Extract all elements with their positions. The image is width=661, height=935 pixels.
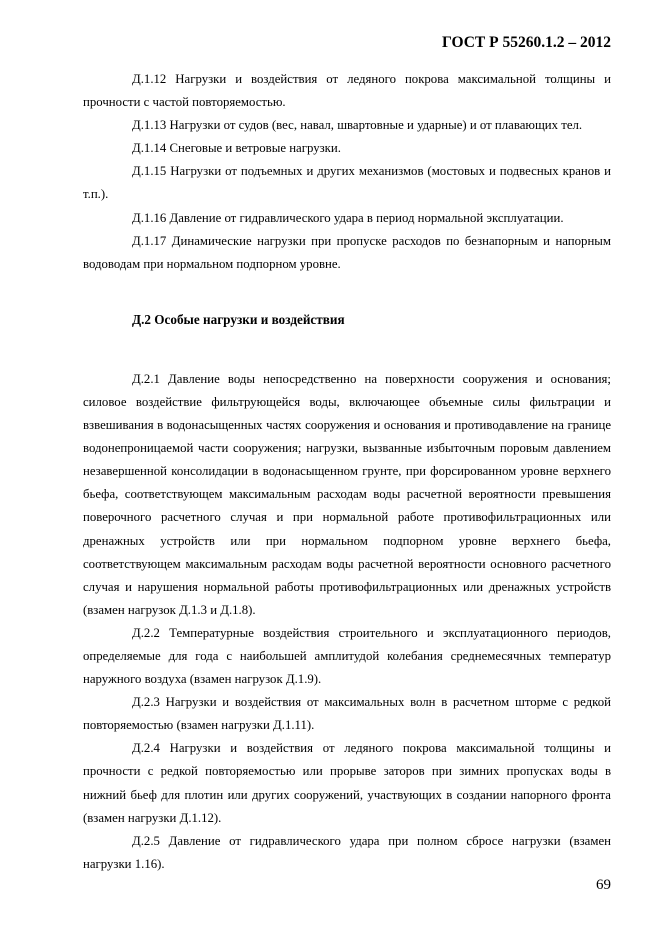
clause-d-1-12: Д.1.12 Нагрузки и воздействия от ледяного покрова максимальной толщины и прочности с частой повторяемостью. xyxy=(83,72,611,110)
document-body xyxy=(83,68,611,876)
clause-d-2-4: Д.2.4 Нагрузки и воздействия от ледяного покрова максимальной толщины и прочности с редкой повторяемостью или прорыве заторов при зимних пропусках воды в нижний бьеф для плотин или других сооружений, участвующих в создании напорного фронта (взамен нагрузки Д.1.12). xyxy=(83,741,611,825)
clause-d-2-1: Д.2.1 Давление воды непосредственно на поверхности сооружения и основания; силовое воздействие фильтрующейся воды, включающее объемные силы фильтрации и взвешивания в водонасыщенных частях сооружения и основания и противодавление на границе водонепроницаемой части сооружения; нагрузки, вызванные избыточным поровым давлением незавершенной консолидации в водонасыщенном грунте, при форсированном уровне верхнего бьефа, соответствующем максимальным расходам воды расчетной вероятности превышения поверочного расчетного случая и при нормальной работе противофильтрационных или дренажных устройств или при нормальном подпорном уровне верхнего бьефа, соответствующем максимальным расходам воды расчетной вероятности основного расчетного случая и нарушения нормальной работы противофильтрационных или дренажных устройств (взамен нагрузок Д.1.3 и Д.1.8). xyxy=(83,371,611,617)
clause-d-1-15: Д.1.15 Нагрузки от подъемных и других механизмов (мостовых и подвесных кранов и т.п.). xyxy=(83,164,611,202)
clause-d-1-14: Д.1.14 Снеговые и ветровые нагрузки. xyxy=(132,141,341,156)
clause-d-1-17: Д.1.17 Динамические нагрузки при пропуске расходов по безнапорным и напорным водоводам при нормальном подпорном уровне. xyxy=(83,233,611,271)
clause-d-2-2: Д.2.2 Температурные воздействия строительного и эксплуатационного периодов, определяемые для года с наибольшей амплитудой колебания среднемесячных температур наружного воздуха (взамен нагрузок Д.1.9). xyxy=(83,625,611,687)
clause-d-2-3: Д.2.3 Нагрузки и воздействия от максимальных волн в расчетном шторме с редкой повторяемостью (взамен нагрузки Д.1.11). xyxy=(83,695,611,733)
page-number: 69 xyxy=(596,877,611,893)
clause-d-1-13: Д.1.13 Нагрузки от судов (вес, навал, швартовные и ударные) и от плавающих тел. xyxy=(132,118,583,133)
clause-d-2-5: Д.2.5 Давление от гидравлического удара при полном сбросе нагрузки (взамен нагрузки 1.16). xyxy=(83,833,611,871)
clause-d-1-16: Д.1.16 Давление от гидравлического удара в период нормальной эксплуатации. xyxy=(132,210,564,225)
document-code-header: ГОСТ Р 55260.1.2 – 2012 xyxy=(442,34,611,51)
section-heading-d-2: Д.2 Особые нагрузки и воздействия xyxy=(132,311,345,327)
